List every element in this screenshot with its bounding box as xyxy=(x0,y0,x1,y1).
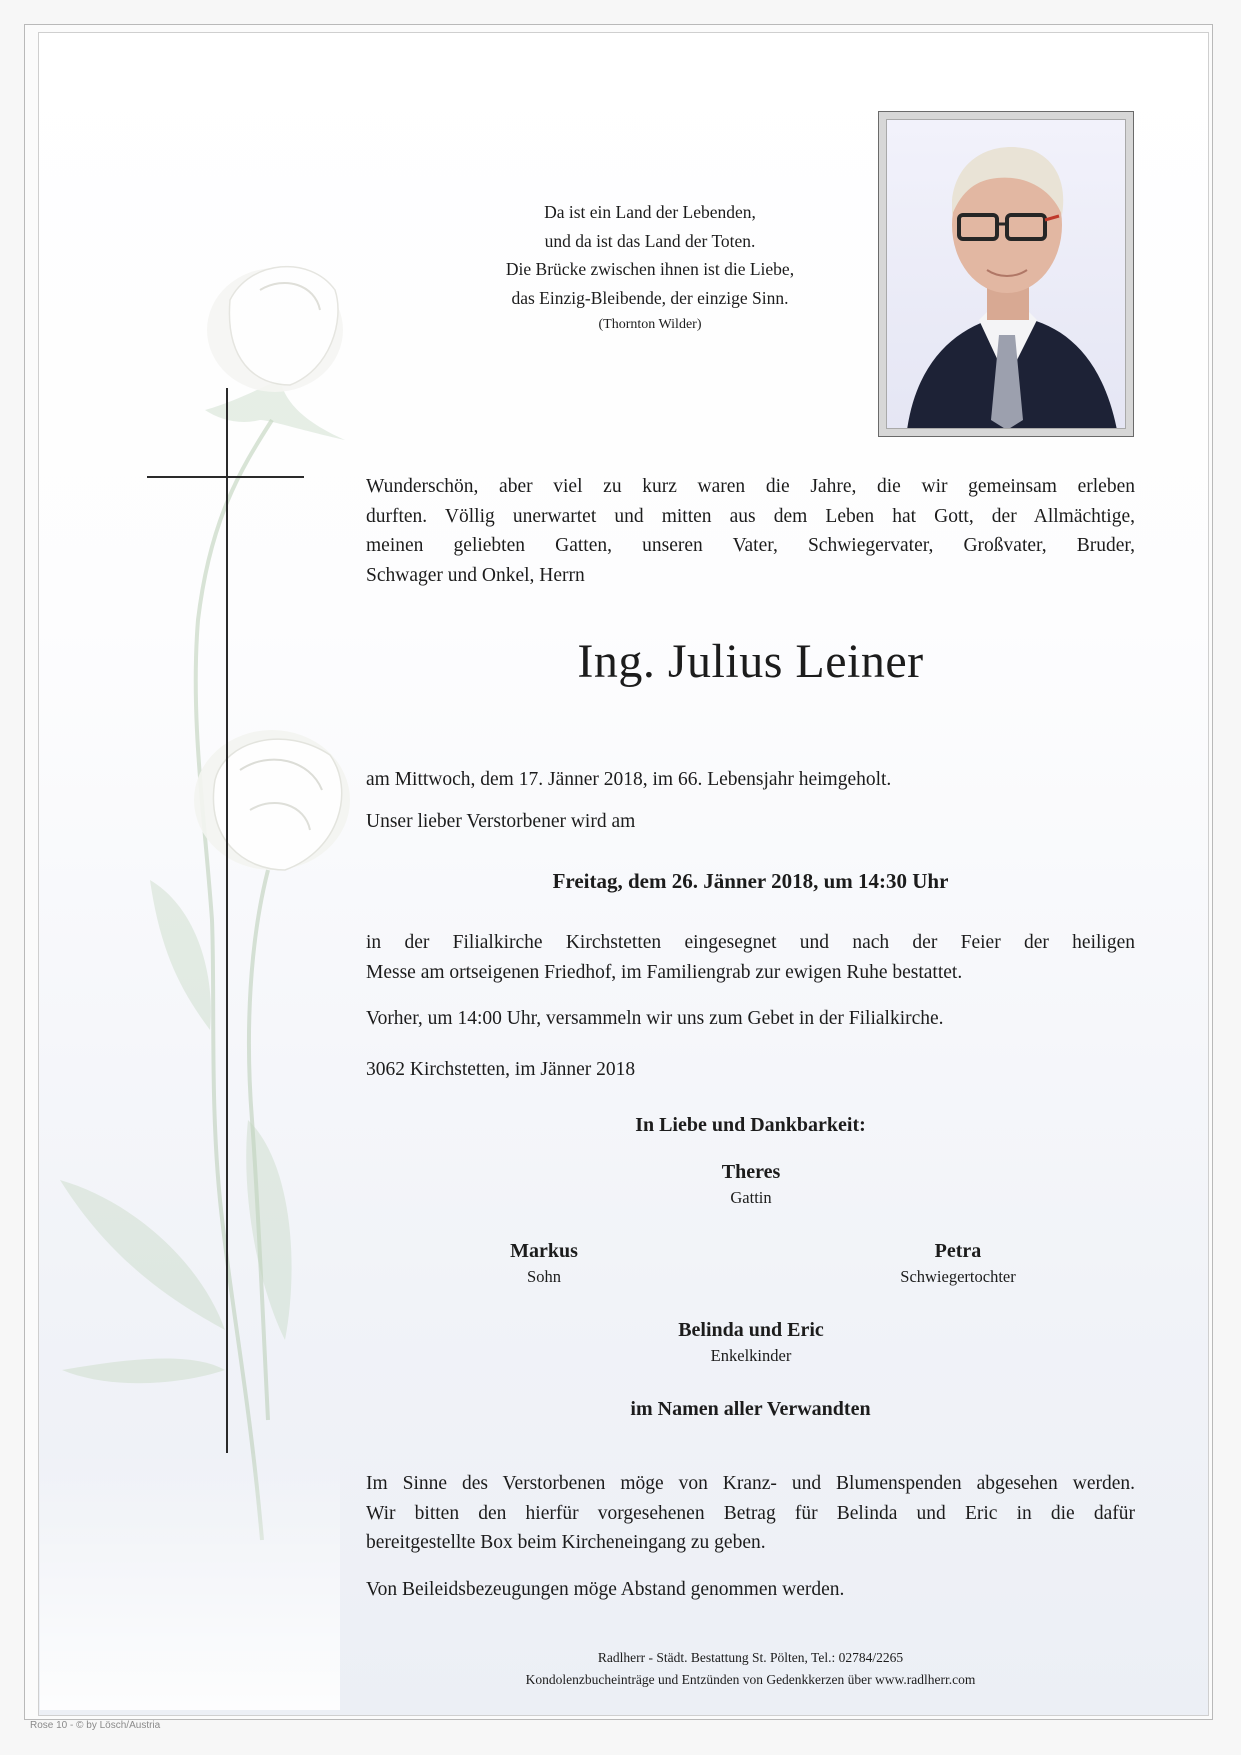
mourner-grandchildren xyxy=(601,1316,901,1368)
mourner-name: Belinda und Eric xyxy=(678,1319,824,1341)
funeral-details-line: Messe am ortseigenen Friedhof, im Familiengrab zur ewigen Ruhe bestattet. xyxy=(366,961,963,983)
funeral-date: Freitag, dem 26. Jänner 2018, um 14:30 Uhr xyxy=(552,869,949,893)
condolence-line: Von Beileidsbezeugungen möge Abstand genommen werden. xyxy=(366,1579,845,1600)
quote-line: und da ist das Land der Toten. xyxy=(544,230,756,251)
footer-website: Kondolenzbucheinträge und Entzünden von Gedenkkerzen über www.radlherr.com xyxy=(525,1672,976,1687)
design-credit: Rose 10 - © by Lösch/Austria xyxy=(30,1720,161,1731)
rose-top xyxy=(207,267,343,392)
death-line: am Mittwoch, dem 17. Jänner 2018, im 66. Lebensjahr heimgeholt. xyxy=(366,769,892,790)
cross-horizontal xyxy=(147,476,304,478)
portrait-frame xyxy=(878,111,1134,437)
intro-line: meinen geliebten Gatten, unseren Vater, Schwiegervater, Großvater, Bruder, xyxy=(366,535,1135,556)
intro-line: durften. Völlig unerwartet und mitten aus dem Leben hat Gott, der Allmächtige, xyxy=(366,505,1135,527)
donation-paragraph xyxy=(366,1469,1135,1558)
mourner-theres xyxy=(651,1158,851,1210)
place-date: 3062 Kirchstetten, im Jänner 2018 xyxy=(366,1059,636,1080)
mourner-name: Theres xyxy=(721,1161,781,1183)
mourner-name: Markus xyxy=(510,1240,578,1262)
mourner-role: Gattin xyxy=(730,1188,772,1207)
quote-source: (Thornton Wilder) xyxy=(598,317,702,332)
quote-line: das Einzig-Bleibende, der einzige Sinn. xyxy=(511,287,789,308)
rose-leaves xyxy=(60,380,345,1383)
cross-vertical xyxy=(226,388,228,1453)
mourner-role: Sohn xyxy=(527,1267,561,1286)
funeral-details-line: in der Filialkirche Kirchstetten eingesegnet und nach der Feier der heiligen xyxy=(366,932,1135,953)
quote-line: Da ist ein Land der Lebenden, xyxy=(544,202,756,222)
mourner-role: Enkelkinder xyxy=(710,1346,792,1365)
relatives-line: im Namen aller Verwandten xyxy=(630,1398,871,1420)
rose-bottom xyxy=(194,730,350,870)
prayer-line: Vorher, um 14:00 Uhr, versammeln wir uns zum Gebet in der Filialkirche. xyxy=(366,1008,944,1029)
donation-line: Wir bitten den hierfür vorgesehenen Betrag für Belinda und Eric in die dafür xyxy=(366,1502,1135,1524)
intro-line: Schwager und Onkel, Herrn xyxy=(366,564,585,586)
intro-paragraph xyxy=(366,472,1135,590)
donation-line: bereitgestellte Box beim Kircheneingang zu geben. xyxy=(366,1532,766,1553)
portrait-photo xyxy=(886,119,1126,429)
mourner-petra xyxy=(858,1237,1058,1289)
quote-block xyxy=(420,198,880,338)
intro-line: Wunderschön, aber viel zu kurz waren die Jahre, die wir gemeinsam erleben xyxy=(366,476,1135,497)
funeral-intro: Unser lieber Verstorbener wird am xyxy=(366,811,636,832)
mourner-role: Schwiegertochter xyxy=(900,1267,1016,1286)
mourner-name: Petra xyxy=(934,1240,982,1262)
funeral-details xyxy=(366,928,1135,987)
deceased-name: Ing. Julius Leiner xyxy=(577,635,924,688)
quote-line: Die Brücke zwischen ihnen ist die Liebe, xyxy=(505,259,795,279)
donation-line: Im Sinne des Verstorbenen möge von Kranz- und Blumenspenden abgesehen werden. xyxy=(366,1473,1135,1494)
gratitude-heading: In Liebe und Dankbarkeit: xyxy=(635,1114,866,1136)
footer-undertaker: Radlherr - Städt. Bestattung St. Pölten, Tel.: 02784/2265 xyxy=(597,1650,904,1665)
mourner-markus xyxy=(444,1237,644,1289)
